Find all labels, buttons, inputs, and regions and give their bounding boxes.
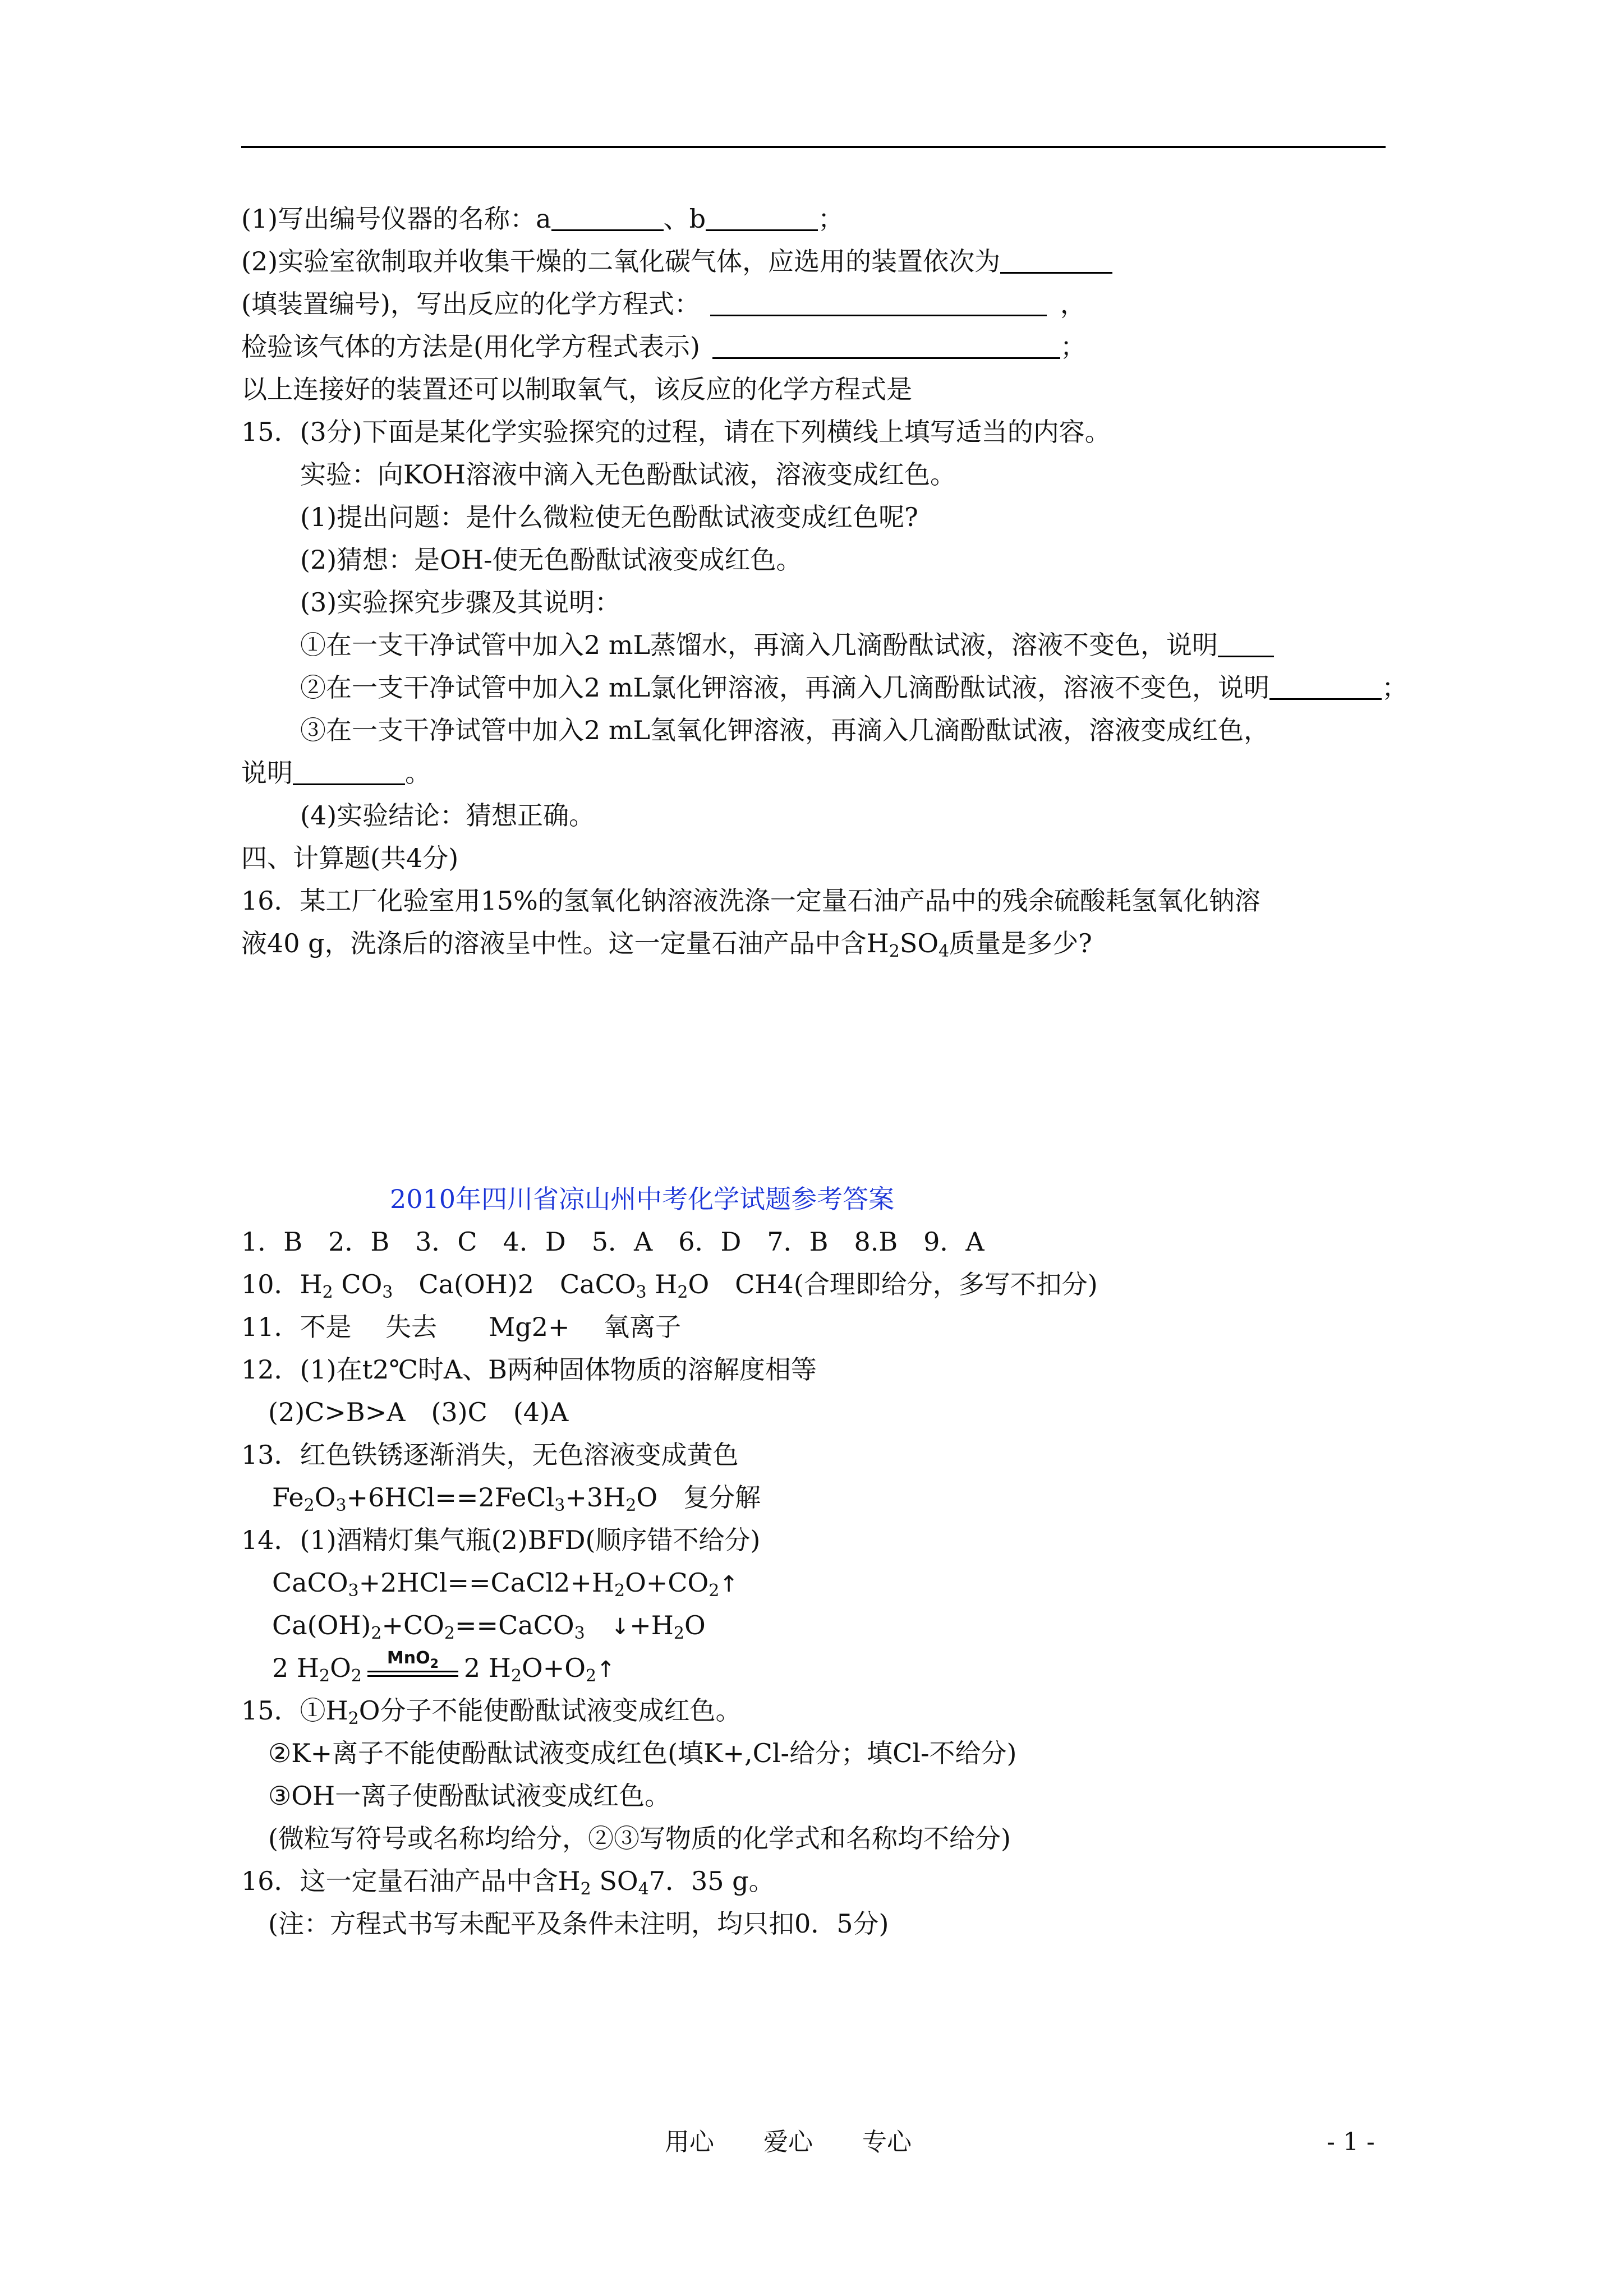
q15-step3b-text: 说明 [241,758,293,788]
subscript: 2 [580,1879,591,1899]
subscript: 3 [554,1496,565,1515]
subscript: 4 [938,942,950,961]
answer-blank-a[interactable] [551,205,664,231]
subscript: 4 [638,1879,649,1899]
answer-12-1: 12．(1)在t2℃时A、B两种固体物质的溶解度相等 [241,1354,817,1385]
subscript: 3 [348,1581,359,1601]
q15-experiment: 实验：向KOH溶液中滴入无色酚酞试液，溶液变成红色。 [300,459,956,490]
catalyst-condition [365,1648,461,1684]
answer-16-2: (注：方程式书写未配平及条件未注明，均只扣0．5分) [268,1908,889,1939]
frag: O [330,1653,351,1683]
frag: 7．35 g。 [648,1866,775,1896]
frag: CaCO [272,1567,348,1598]
q16-text-c: 质量是多少? [949,928,1092,958]
subscript: 3 [636,1283,647,1302]
q15-step2 [300,672,1407,703]
q15-step2-text: ②在一支干净试管中加入2 mL氯化钾溶液，再滴入几滴酚酞试液，溶液不变色，说明 [300,672,1270,703]
frag: 10．H [241,1269,323,1299]
q14-line3 [241,288,1086,320]
answer-blank-step1[interactable] [1218,631,1274,657]
q14-line4-text: 检验该气体的方法是(用化学方程式表示) [241,331,700,362]
q14-line1-text: (1)写出编号仪器的名称：a [241,204,551,234]
answers-title: 2010年四川省凉山州中考化学试题参考答案 [390,1184,895,1214]
q15-q1: (1)提出问题：是什么微粒使无色酚酞试液变成红色呢? [300,502,918,532]
frag: O+O [522,1653,586,1683]
frag: 2 H [463,1653,511,1683]
answer-blank-step2[interactable] [1269,674,1382,700]
q14-line1 [241,203,844,234]
up-arrow-icon: ↑ [596,1657,615,1682]
answer-16-1 [241,1865,775,1897]
q15-step1 [300,629,1274,661]
answer-blank-b[interactable] [706,205,818,231]
answer-blank-equation[interactable] [710,290,1047,316]
answer-1-9: 1．B 2．B 3．C 4．D 5．A 6．D 7．B 8.B 9．A [241,1227,984,1257]
answer-15-2: ②K+离子不能使酚酞试液变成红色(填K+,Cl-给分；填Cl-不给分) [268,1738,1017,1768]
q14-line2-text: (2)实验室欲制取并收集干燥的二氧化碳气体，应选用的装置依次为 [241,246,1001,276]
q15-q2: (2)猜想：是OH-使无色酚酞试液变成红色。 [300,545,802,575]
frag: 16．这一定量石油产品中含H [241,1866,581,1896]
subscript: 2 [303,1496,315,1515]
q15-q3: (3)实验探究步骤及其说明： [300,587,621,617]
answer-blank-step3[interactable] [293,759,405,785]
frag: Fe [272,1482,304,1513]
subscript: 2 [444,1624,455,1643]
frag: 2 H [272,1653,320,1683]
q15-title: 15．(3分)下面是某化学实验探究的过程，请在下列横线上填写适当的内容。 [241,417,1111,447]
answer-11: 11．不是 失去 Mg2+ 氧离子 [241,1312,682,1342]
equals-bar [367,1671,458,1677]
q16-text-a: 液40 g，洗涤后的溶液呈中性。这一定量石油产品中含H [241,928,889,958]
frag: H [646,1269,678,1299]
frag: Ca(OH)2 CaCO [393,1269,636,1299]
frag: +3H [565,1482,626,1513]
frag: +6HCl==2FeCl [346,1482,555,1513]
subscript: 2 [430,1657,439,1671]
subscript: 2 [348,1709,359,1728]
answer-14-1: 14．(1)酒精灯集气瓶(2)BFD(顺序错不给分) [241,1525,761,1555]
punct: ； [818,204,844,234]
subscript: 2 [709,1581,720,1601]
q14-line3-text: (填装置编号)，写出反应的化学方程式： [241,289,700,319]
frag: MnO [387,1648,430,1668]
frag: O 复分解 [636,1482,761,1513]
answer-15-4: (微粒写符号或名称均给分，②③写物质的化学式和名称均不给分) [268,1823,1011,1854]
subscript: 2 [625,1496,637,1515]
frag: 15．①H [241,1695,348,1726]
up-arrow-icon: ↑ [719,1571,738,1597]
q14-line1-text-b: 、b [663,204,706,234]
q15-step3: ③在一支干净试管中加入2 mL氢氧化钾溶液，再滴入几滴酚酞试液，溶液变成红色， [300,715,1270,745]
subscript: 3 [574,1624,585,1643]
frag: O分子不能使酚酞试液变成红色。 [358,1695,742,1726]
q14-line5: 以上连接好的装置还可以制取氧气，该反应的化学方程式是 [241,374,912,404]
q16-text-b: SO [899,928,939,958]
frag: +2HCl==CaCl2+H [358,1567,614,1598]
header-rule [241,146,1386,148]
answer-14-3 [272,1610,706,1643]
subscript: 3 [382,1283,393,1302]
answer-13-2 [272,1482,761,1513]
q14-line2 [241,246,1112,277]
q14-line4 [241,331,1086,362]
frag: O CH4(合理即给分，多写不扣分) [688,1269,1098,1299]
frag: +CO [381,1610,444,1640]
subscript: 2 [673,1624,684,1643]
subscript: 2 [371,1624,382,1643]
subscript: 2 [677,1283,688,1302]
frag: Ca(OH) [272,1610,371,1640]
answer-14-4 [272,1648,615,1686]
punct: ； [1060,331,1086,362]
answer-12-2: (2)C>B>A (3)C (4)A [268,1397,569,1427]
answer-blank-test-equation[interactable] [712,333,1060,359]
subscript: 2 [614,1581,625,1601]
q16-line1: 16．某工厂化验室用15%的氢氧化钠溶液洗涤一定量石油产品中的残余硫酸耗氢氧化钠溶 [241,886,1260,916]
answer-15-3: ③OH一离子使酚酞试液变成红色。 [268,1781,671,1811]
answer-blank-apparatus[interactable] [1000,247,1112,274]
punct: ， [1060,289,1086,319]
subscript: 2 [319,1666,330,1686]
subscript: 2 [351,1666,362,1686]
frag: ==CaCO [454,1610,574,1640]
frag: CO [333,1269,383,1299]
answer-13-1: 13．红色铁锈逐渐消失，无色溶液变成黄色 [241,1440,739,1470]
answer-15-1 [241,1695,741,1726]
frag: O [314,1482,336,1513]
down-arrow-icon: ↓ [610,1614,630,1640]
frag [585,1610,611,1640]
q15-step3b [241,757,431,789]
answer-14-2 [272,1567,738,1600]
subscript: 3 [335,1496,347,1515]
answer-10 [241,1269,1098,1300]
punct: 。 [405,758,431,788]
catalyst-label [365,1648,461,1671]
frag: SO [591,1866,638,1896]
footer-motto: 用心 爱心 专心 [665,2128,912,2156]
frag: O [684,1610,706,1640]
section-heading: 四、计算题(共4分) [241,843,459,873]
frag: +H [629,1610,674,1640]
subscript: 2 [510,1666,522,1686]
q15-step1-text: ①在一支干净试管中加入2 mL蒸馏水，再滴入几滴酚酞试液，溶液不变色，说明 [300,630,1218,660]
subscript: 2 [586,1666,597,1686]
subscript: 2 [889,942,900,961]
punct: ； [1382,672,1408,703]
q15-q4: (4)实验结论：猜想正确。 [300,800,595,831]
frag: O+CO [625,1567,709,1598]
subscript: 2 [322,1283,333,1302]
page-number: - 1 - [1327,2128,1375,2156]
q16-line2 [241,928,1092,959]
